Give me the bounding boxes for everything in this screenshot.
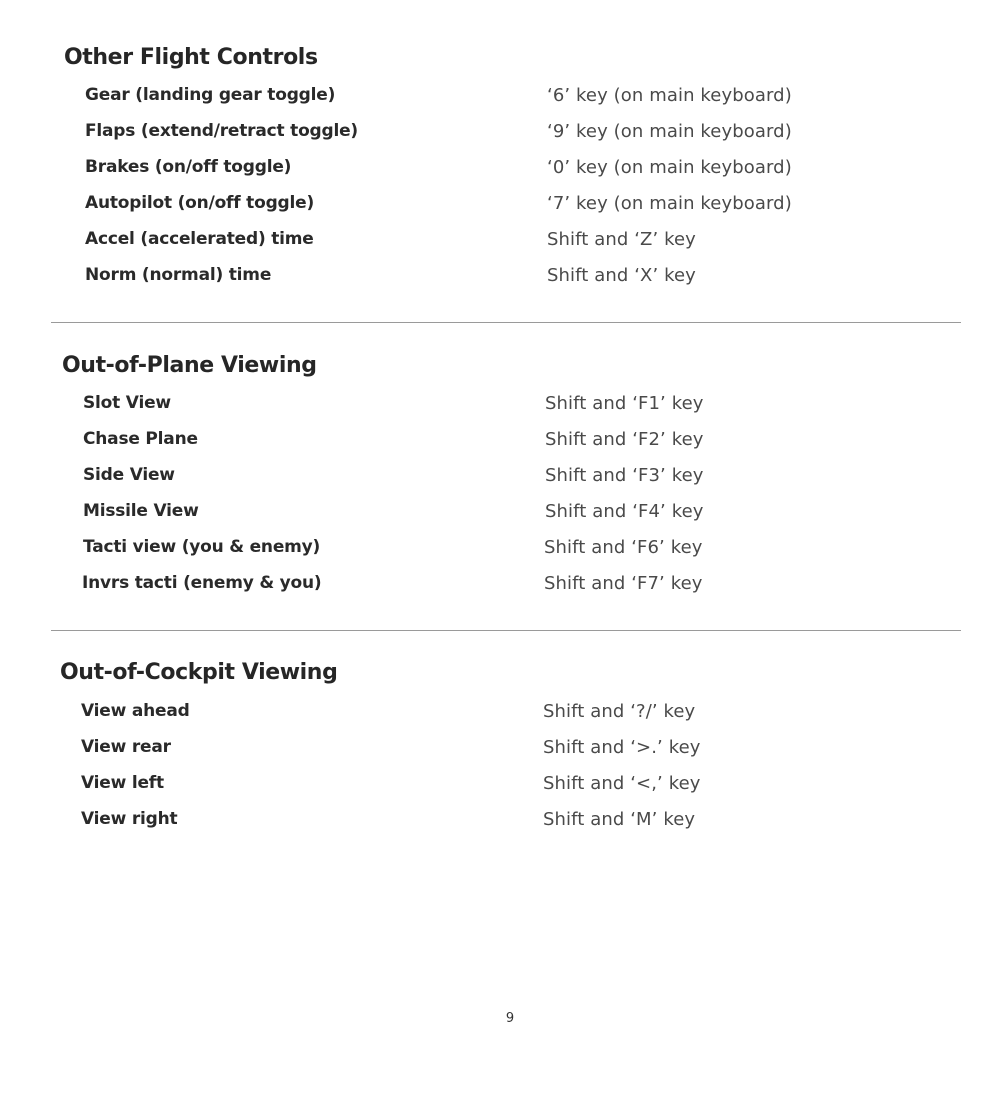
control-key: Shift and ‘<,’ key (543, 773, 701, 794)
control-key: Shift and ‘F2’ key (545, 429, 704, 450)
control-key: Shift and ‘F4’ key (545, 501, 704, 522)
control-label: Slot View (83, 393, 171, 413)
control-label: Invrs tacti (enemy & you) (82, 573, 322, 593)
page-number: 9 (505, 1011, 515, 1026)
control-label: Side View (83, 465, 175, 485)
control-key: ‘0’ key (on main keyboard) (547, 157, 792, 178)
control-row (83, 537, 983, 573)
control-label: Norm (normal) time (85, 265, 272, 285)
control-key: Shift and ‘X’ key (547, 265, 696, 286)
control-row (83, 429, 983, 465)
control-label: View right (81, 809, 178, 829)
control-label: Chase Plane (83, 429, 198, 449)
control-label: Missile View (83, 501, 199, 521)
control-row (81, 701, 981, 737)
control-label: Tacti view (you & enemy) (83, 537, 321, 557)
control-row (81, 773, 981, 809)
control-row (81, 737, 981, 773)
control-label: Brakes (on/off toggle) (85, 157, 292, 177)
control-key: ‘6’ key (on main keyboard) (547, 85, 792, 106)
control-row (83, 465, 983, 501)
control-label: View left (81, 773, 164, 793)
control-row (85, 229, 985, 265)
control-row (85, 85, 985, 121)
section-divider (51, 322, 961, 323)
control-key: ‘7’ key (on main keyboard) (547, 193, 792, 214)
control-key: Shift and ‘F7’ key (544, 573, 703, 594)
control-key: Shift and ‘Z’ key (547, 229, 696, 250)
control-label: View rear (81, 737, 171, 757)
control-row (83, 393, 983, 429)
control-key: Shift and ‘?/’ key (543, 701, 696, 722)
control-key: Shift and ‘>.’ key (543, 737, 701, 758)
control-row (85, 193, 985, 229)
control-row (82, 573, 982, 609)
control-row (81, 809, 981, 845)
control-row (85, 121, 985, 157)
section-title: Out-of-Plane Viewing (62, 353, 317, 378)
control-key: Shift and ‘F3’ key (545, 465, 704, 486)
control-key: Shift and ‘F1’ key (545, 393, 704, 414)
control-key: Shift and ‘M’ key (543, 809, 696, 830)
control-row (85, 265, 985, 301)
control-label: Flaps (extend/retract toggle) (85, 121, 359, 141)
control-label: View ahead (81, 701, 190, 721)
control-row (85, 157, 985, 193)
control-label: Autopilot (on/off toggle) (85, 193, 315, 213)
control-key: Shift and ‘F6’ key (544, 537, 703, 558)
section-title: Other Flight Controls (64, 45, 318, 70)
control-label: Gear (landing gear toggle) (85, 85, 336, 105)
control-row (83, 501, 983, 537)
control-key: ‘9’ key (on main keyboard) (547, 121, 792, 142)
control-label: Accel (accelerated) time (85, 229, 314, 249)
section-title: Out-of-Cockpit Viewing (60, 660, 338, 685)
section-divider (51, 630, 961, 631)
